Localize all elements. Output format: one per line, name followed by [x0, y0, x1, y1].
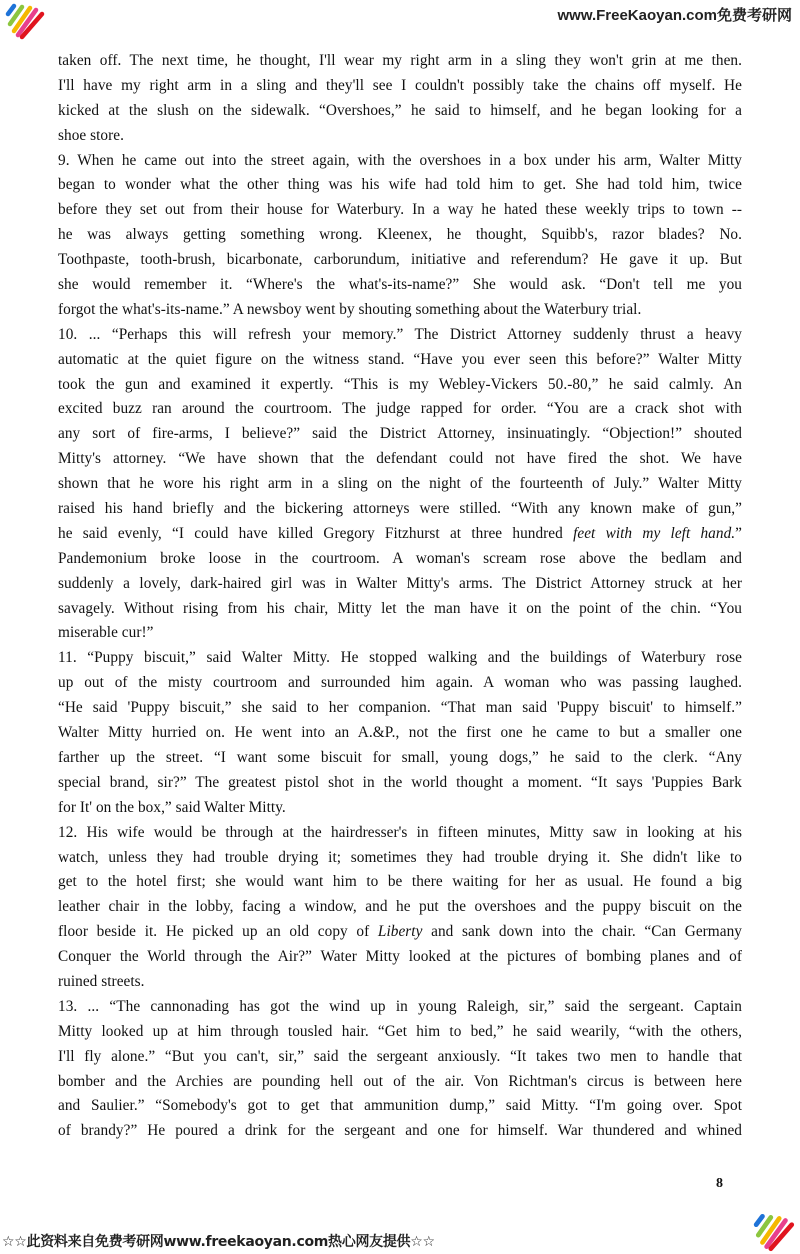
text-line [58, 1070, 742, 1095]
text-segment: excited buzz ran around the courtroom. The judge rapped for order. “You are a crack shot with [58, 400, 742, 418]
text-segment: floor beside it. He picked up an old copy of [58, 923, 378, 941]
text-line [58, 621, 742, 646]
text-segment: “He said 'Puppy biscuit,” she said to her companion. “That man said 'Puppy biscuit' to himself.” [58, 699, 742, 717]
text-segment: 11. “Puppy biscuit,” said Walter Mitty. He stopped walking and the buildings of Waterbury rose [58, 649, 742, 667]
text-line [58, 1094, 742, 1119]
text-line [58, 771, 742, 796]
text-line [58, 74, 742, 99]
text-line [58, 273, 742, 298]
text-segment: kicked at the slush on the sidewalk. “Overshoes,” he said to himself, and he began looking for a [58, 101, 742, 119]
text-line [58, 796, 742, 821]
text-line [58, 721, 742, 746]
text-line [58, 223, 742, 248]
document-body [58, 49, 742, 1144]
text-line [58, 920, 742, 945]
site-header: www.FreeKaoyan.com免费考研网 [557, 7, 792, 24]
text-line [58, 472, 742, 497]
text-line [58, 447, 742, 472]
text-segment: up out of the misty courtroom and surrounded him again. A woman who was passing laughed. [58, 674, 742, 692]
text-line [58, 248, 742, 273]
text-segment: special brand, sir?” The greatest pistol shot in the world thought a moment. “It says 'Puppies Bark [58, 773, 742, 791]
text-line [58, 821, 742, 846]
text-segment: automatic at the quiet figure on the witness stand. “Have you ever seen this before?” Walter Mitty [58, 350, 742, 368]
text-line [58, 671, 742, 696]
text-segment: he was always getting something wrong. Kleenex, he thought, Squibb's, razor blades? No. [58, 226, 742, 244]
text-line [58, 422, 742, 447]
text-line [58, 49, 742, 74]
text-line [58, 298, 742, 323]
text-segment: shoe store. [58, 126, 124, 144]
text-segment: farther up the street. “I want some biscuit for small, young dogs,” he said to the clerk. “Any [58, 748, 742, 766]
text-line [58, 522, 742, 547]
freekaoyan-logo-bottom [752, 1212, 798, 1252]
text-segment: suddenly a lovely, dark-haired girl was in Walter Mitty's arms. The District Attorney struck at her [58, 574, 742, 592]
text-segment: ” [735, 524, 742, 542]
text-line [58, 323, 742, 348]
text-line [58, 1020, 742, 1045]
italic-text: Liberty [377, 923, 423, 941]
page-number: 8 [716, 1176, 723, 1191]
text-segment: forgot the what's-its-name.” A newsboy went by shouting something about the Waterbury trial. [58, 300, 642, 318]
text-segment: Pandemonium broke loose in the courtroom. A woman's scream rose above the bedlam and [58, 549, 742, 567]
text-segment: raised his hand briefly and the bickering attorneys were stilled. “With any known make of gun,” [58, 500, 742, 518]
text-line [58, 547, 742, 572]
text-line [58, 1119, 742, 1144]
text-segment: before they set out from their house for Waterbury. In a way he hated these weekly trips to town -- [58, 201, 742, 219]
text-segment: I'll fly alone.” “But you can't, sir,” said the sergeant anxiously. “It takes two men to handle that [58, 1047, 742, 1065]
text-segment: Mitty looked up at him through tousled hair. “Get him to bed,” he said wearily, “with the others, [58, 1022, 742, 1040]
text-line [58, 124, 742, 149]
freekaoyan-logo-top [4, 2, 48, 40]
text-line [58, 497, 742, 522]
text-line [58, 646, 742, 671]
footer-note: ☆☆此资料来自免费考研网www.freekaoyan.com热心网友提供☆☆ [2, 1234, 435, 1250]
text-segment: of brandy?” He poured a drink for the sergeant and one for himself. War thundered and whined [58, 1122, 742, 1140]
text-line [58, 348, 742, 373]
text-line [58, 198, 742, 223]
text-segment: savagely. Without rising from his chair, Mitty let the man have it on the point of the chin. “You [58, 599, 742, 617]
text-segment: bomber and the Archies are pounding hell out of the air. Von Richtman's circus is between here [58, 1072, 742, 1090]
text-segment: he said evenly, “I could have killed Gregory Fitzhurst at three hundred [58, 524, 574, 542]
text-segment: and sank down into the chair. “Can Germany [422, 923, 742, 941]
text-line [58, 1045, 742, 1070]
text-line [58, 746, 742, 771]
text-segment: 10. ... “Perhaps this will refresh your memory.” The District Attorney suddenly thrust a heavy [58, 325, 742, 343]
text-segment: Mitty's attorney. “We have shown that the defendant could not have fired the shot. We have [58, 450, 742, 468]
text-line [58, 970, 742, 995]
text-line [58, 173, 742, 198]
text-line [58, 846, 742, 871]
text-segment: watch, unless they had trouble drying it; sometimes they had trouble drying it. She didn't like to [58, 848, 742, 866]
text-line [58, 895, 742, 920]
text-segment: she would remember it. “Where's the what's-its-name?” She would ask. “Don't tell me you [58, 276, 742, 294]
text-segment: any sort of fire-arms, I believe?” said the District Attorney, insinuatingly. “Objection!” shouted [58, 425, 742, 443]
text-segment: miserable cur!” [58, 624, 154, 642]
text-line [58, 995, 742, 1020]
text-line [58, 99, 742, 124]
text-line [58, 572, 742, 597]
text-line [58, 696, 742, 721]
text-segment: 9. When he came out into the street again, with the overshoes in a box under his arm, Walter Mitty [58, 151, 742, 169]
text-segment: 13. ... “The cannonading has got the wind up in young Raleigh, sir,” said the sergeant. Captain [58, 997, 742, 1015]
text-segment: I'll have my right arm in a sling and they'll see I couldn't possibly take the chains off myself. He [58, 76, 742, 94]
text-line [58, 149, 742, 174]
text-segment: ruined streets. [58, 972, 145, 990]
text-line [58, 597, 742, 622]
text-segment: taken off. The next time, he thought, I'll wear my right arm in a sling they won't grin at me then. [58, 52, 742, 69]
text-line [58, 870, 742, 895]
text-segment: leather chair in the lobby, facing a window, and he put the overshoes and the puppy biscuit on the [58, 898, 742, 916]
text-segment: Walter Mitty hurried on. He went into an A.&P., not the first one he came to but a smaller one [58, 724, 742, 742]
text-segment: and Saulier.” “Somebody's got to get that ammunition dump,” said Mitty. “I'm going over. Spot [58, 1097, 742, 1115]
text-segment: Toothpaste, tooth-brush, bicarbonate, carborundum, initiative and referendum? He gave it up. But [58, 251, 742, 269]
text-segment: shown that he wore his right arm in a sling on the night of the fourteenth of July.” Walter Mitty [58, 475, 742, 493]
text-segment: began to wonder what the other thing was his wife had told him to get. She had told him, twice [58, 176, 742, 194]
text-segment: took the gun and examined it expertly. “This is my Webley-Vickers 50.-80,” he said calmly. An [58, 375, 742, 393]
text-line [58, 397, 742, 422]
text-segment: for It' on the box,” said Walter Mitty. [58, 798, 286, 816]
text-line [58, 373, 742, 398]
italic-text: feet with my left hand. [573, 524, 736, 542]
text-segment: Conquer the World through the Air?” Water Mitty looked at the pictures of bombing planes and of [58, 948, 742, 966]
text-segment: get to the hotel first; she would want him to be there waiting for her as usual. He found a big [58, 873, 742, 891]
text-line [58, 945, 742, 970]
text-segment: 12. His wife would be through at the hairdresser's in fifteen minutes, Mitty saw in looking at his [58, 823, 742, 841]
